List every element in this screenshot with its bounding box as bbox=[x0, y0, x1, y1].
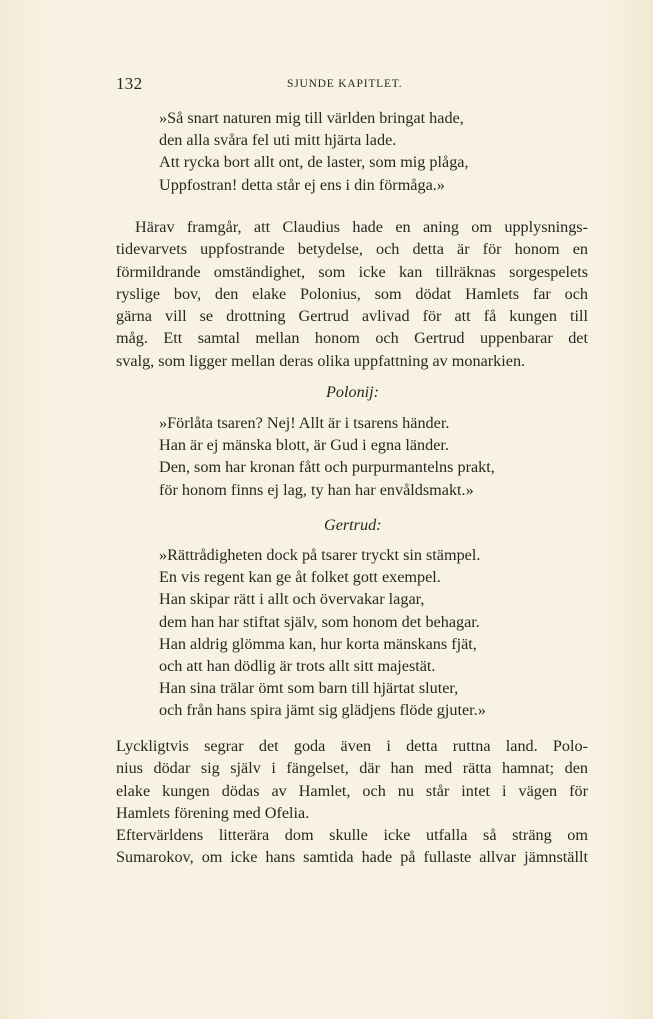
text-line: Härav framgår, att Claudius hade en aning om upplysnings- bbox=[135, 218, 588, 236]
text-line: tidevarvets uppfostrande betydelse, och detta är för honom en bbox=[116, 240, 588, 259]
verse-quote-claudius bbox=[159, 107, 469, 196]
text-line: Hamlets förening med Ofelia. bbox=[116, 803, 310, 822]
verse-line: En vis regent kan ge åt folket gott exempel. bbox=[159, 568, 441, 587]
text-line: Lyckligtvis segrar det goda även i detta ruttna land. Polo- bbox=[116, 737, 588, 755]
text-line: förmildrande omständighet, som icke kan tillräknas sorgespelets bbox=[116, 262, 588, 281]
verse-line: Han är ej mänska blott, är Gud i egna länder. bbox=[159, 436, 449, 455]
running-head: SJUNDE KAPITLET. bbox=[287, 78, 403, 90]
verse-line: »Så snart naturen mig till världen bringat hade, bbox=[159, 109, 464, 127]
verse-line: Uppfostran! detta står ej ens i din förmåga.» bbox=[159, 175, 445, 194]
verse-line: »Rättrådigheten dock på tsarer tryckt sin stämpel. bbox=[159, 546, 481, 564]
verse-line: den alla svåra fel uti mitt hjärta lade. bbox=[159, 131, 397, 150]
text-line: Sumarokov, om icke hans samtida hade på fullaste allvar jämnställt bbox=[116, 848, 588, 867]
verse-line: »Förlåta tsaren? Nej! Allt är i tsarens händer. bbox=[159, 414, 450, 432]
verse-line: Han aldrig glömma kan, hur korta mänskans fjät, bbox=[159, 634, 477, 653]
verse-quote-gertrud bbox=[159, 544, 486, 722]
verse-line: för honom finns ej lag, ty han har envåldsmakt.» bbox=[159, 480, 474, 499]
page-header bbox=[116, 74, 588, 98]
verse-quote-polonius bbox=[159, 412, 495, 501]
page-number: 132 bbox=[116, 74, 143, 93]
text-line: gärna vill se drottning Gertrud avlivad för att få kungen till bbox=[116, 307, 588, 326]
verse-line: Den, som har kronan fått och purpurmantelns prakt, bbox=[159, 458, 495, 477]
text-line: nius dödar sig själv i fängelset, där han med rätta hamnat; den bbox=[116, 759, 588, 778]
paragraph-ending bbox=[116, 735, 588, 824]
verse-line: och från hans spira jämt sig glädjens flöde gjuter.» bbox=[159, 701, 486, 720]
paragraph-posterity bbox=[116, 824, 588, 869]
text-line: svalg, som ligger mellan deras olika uppfattning av monarkien. bbox=[116, 351, 526, 370]
text-line: elake kungen dödas av Hamlet, och nu står intet i vägen för bbox=[116, 781, 588, 800]
text-line: Eftervärldens litterära dom skulle icke utfalla så sträng om bbox=[116, 826, 588, 844]
text-line: ryslige bov, den elake Polonius, som dödat Hamlets far och bbox=[116, 284, 588, 303]
verse-line: och att han dödlig är trots allt sitt majestät. bbox=[159, 656, 436, 675]
speaker-label-gertrud: Gertrud: bbox=[324, 516, 382, 534]
text-line: måg. Ett samtal mellan honom och Gertrud uppenbarar det bbox=[116, 329, 588, 348]
paragraph-claudius-polonius bbox=[116, 216, 588, 372]
verse-line: Han sina trälar ömt som barn till hjärtat sluter, bbox=[159, 679, 459, 698]
speaker-label-polonius: Polonij: bbox=[326, 383, 380, 401]
verse-line: Han skipar rätt i allt och övervakar lagar, bbox=[159, 590, 425, 609]
verse-line: Att rycka bort allt ont, de laster, som mig plåga, bbox=[159, 153, 469, 172]
verse-line: dem han har stiftat själv, som honom det behagar. bbox=[159, 612, 480, 631]
